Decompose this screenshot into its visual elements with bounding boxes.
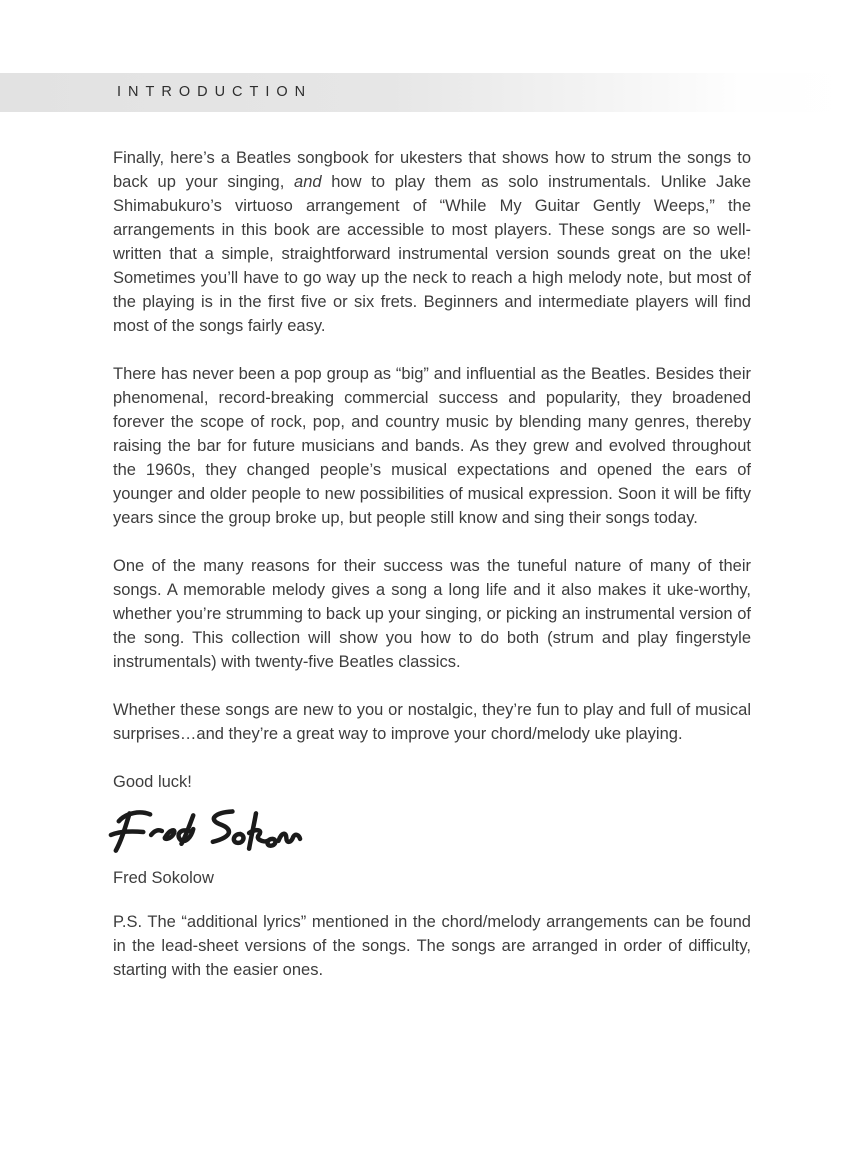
paragraph-fun-to-play: Whether these songs are new to you or nostalgic, they’re fun to play and full of musical surprises…and they’re a great way to improve your chord/melody uke playing.: [113, 701, 751, 743]
paragraph-tuneful-songs: One of the many reasons for their success was the tuneful nature of many of their songs. A memorable melody gives a song a long life and it also makes it uke-worthy, whether you’re strumming to back up your singing, or picking an instrumental version of the song. This collection will show you how to do both (strum and play fingerstyle instrumentals) with twenty-five Beatles classics.: [113, 557, 751, 671]
page-body: [113, 146, 751, 1006]
paragraph-postscript: P.S. The “additional lyrics” mentioned in the chord/melody arrangements can be found in the lead-sheet versions of the songs. The songs are arranged in order of difficulty, starting with the easier ones.: [113, 913, 751, 979]
paragraph-intro: [113, 146, 751, 338]
paragraph-beatles-influence: There has never been a pop group as “big” and influential as the Beatles. Besides their phenomenal, record-breaking commercial success and popularity, they broadened forever the scope of rock, pop, and country music by blending many genres, thereby raising the bar for future musicians and bands. As they grew and evolved throughout the 1960s, they changed people’s musical expectations and opened the ears of younger and older people to new possibilities of musical expression. Soon it will be fifty years since the group broke up, but people still know and sing their songs today.: [113, 365, 751, 527]
signature-image: [107, 804, 303, 862]
signature-handwriting: [107, 804, 303, 862]
closing-line: Good luck!: [113, 773, 192, 791]
page-title: INTRODUCTION: [117, 84, 313, 100]
paragraph-intro-emphasis: and: [294, 173, 322, 191]
paragraph-intro-text-end: how to play them as solo instrumentals. Unlike Jake Shimabukuro’s virtuoso arrangement of “While My Guitar Gently Weeps,” the arrangements in this book are accessible to most players. These songs are so well-written that a simple, straightforward instrumental version sounds great on the uke! Sometimes you’ll have to go way up the neck to reach a high melody note, but most of the playing is in the first five or six frets. Beginners and intermediate players will find most of the songs fairly easy.: [113, 173, 752, 335]
section-header-bar: [0, 73, 864, 112]
paragraph-intro-text-start: Finally, here’s a Beatles songbook for ukesters that shows how to strum the songs to back up your singing,: [113, 149, 751, 191]
author-name: Fred Sokolow: [113, 869, 214, 887]
